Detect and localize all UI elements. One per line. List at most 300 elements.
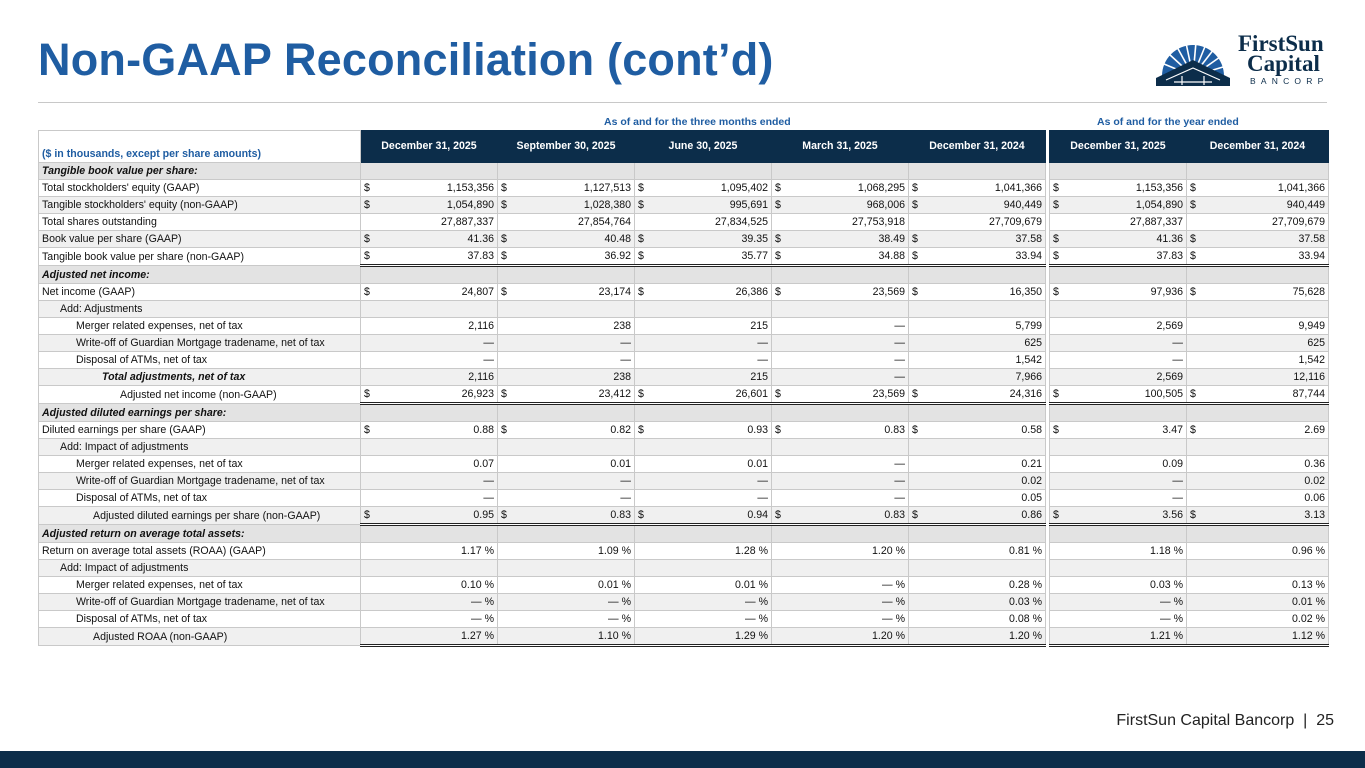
currency-symbol: $ [912,182,918,194]
title-divider [38,102,1327,103]
cell-value: 968,006 [866,199,905,211]
currency-symbol: $ [1190,424,1196,436]
table-row [39,248,1329,266]
value-cell [1187,507,1329,525]
currency-symbol: $ [501,233,507,245]
currency-symbol: $ [638,182,644,194]
row-label: Disposal of ATMs, net of tax [39,490,361,507]
cell-value: 2,116 [468,371,494,383]
cell-value: 1,095,402 [720,182,768,194]
value-cell [498,197,635,214]
table-row [39,369,1329,386]
logo-text-firstsun: FirstSun [1238,31,1324,56]
value-cell [1050,318,1187,335]
cell-value: 27,887,337 [440,216,494,228]
row-label: Adjusted net income: [39,266,361,284]
year-period-header: As of and for the year ended [1097,116,1239,128]
currency-symbol: $ [1053,509,1059,521]
cell-value: 0.28 % [1009,579,1042,591]
cell-value: 3.13 [1304,509,1325,521]
value-cell [361,163,498,180]
value-cell [361,422,498,439]
row-label: Disposal of ATMs, net of tax [39,611,361,628]
row-label: Tangible book value per share (non-GAAP) [39,248,361,266]
value-cell [772,386,909,404]
cell-value: 0.06 [1304,492,1325,504]
value-cell [772,422,909,439]
cell-value: 0.10 % [461,579,494,591]
currency-symbol: $ [912,286,918,298]
value-cell [635,560,772,577]
value-cell [1050,335,1187,352]
column-header: June 30, 2025 [635,131,772,163]
value-cell [1050,507,1187,525]
page-title: Non-GAAP Reconciliation (cont’d) [38,34,774,85]
table-label-header: ($ in thousands, except per share amounts) [39,131,361,163]
currency-symbol: $ [364,233,370,245]
value-cell [772,404,909,422]
cell-value: 27,709,679 [988,216,1042,228]
value-cell [498,248,635,266]
value-cell [498,473,635,490]
cell-value: — [894,458,905,470]
row-label: Merger related expenses, net of tax [39,456,361,473]
currency-symbol: $ [1190,286,1196,298]
cell-value: 1,028,380 [583,199,631,211]
value-cell [361,490,498,507]
cell-value: 0.83 [884,424,905,436]
cell-value: 23,174 [598,286,631,298]
table-row [39,284,1329,301]
cell-value: — [757,337,768,349]
value-cell [1187,456,1329,473]
cell-value: 0.08 % [1009,613,1042,625]
value-cell [635,163,772,180]
cell-value: 39.35 [741,233,768,245]
cell-value: 2.69 [1304,424,1325,436]
value-cell [361,318,498,335]
cell-value: — [620,354,631,366]
value-cell [909,318,1046,335]
table-row [39,301,1329,318]
value-cell [772,335,909,352]
cell-value: — [894,492,905,504]
value-cell [635,335,772,352]
value-cell [635,422,772,439]
cell-value: — % [608,596,631,608]
cell-value: 27,753,918 [851,216,905,228]
value-cell [1050,386,1187,404]
cell-value: 1,153,356 [1135,182,1183,194]
table-body [39,163,1329,646]
cell-value: 1.12 % [1292,630,1325,642]
value-cell [498,369,635,386]
cell-value: 0.93 [747,424,768,436]
value-cell [1187,369,1329,386]
cell-value: 0.13 % [1292,579,1325,591]
page-number: 25 [1316,712,1334,729]
cell-value: 0.83 [884,509,905,521]
value-cell [772,490,909,507]
value-cell [498,577,635,594]
value-cell [361,266,498,284]
table-row [39,456,1329,473]
currency-symbol: $ [1190,199,1196,211]
currency-symbol: $ [775,509,781,521]
cell-value: — [483,492,494,504]
currency-symbol: $ [364,424,370,436]
cell-value: 0.88 [473,424,494,436]
value-cell [1187,266,1329,284]
value-cell [498,628,635,646]
value-cell [1050,180,1187,197]
value-cell [635,611,772,628]
value-cell [498,335,635,352]
currency-symbol: $ [364,250,370,262]
cell-value: — [1172,475,1183,487]
value-cell [498,163,635,180]
value-cell [909,266,1046,284]
table-row [39,594,1329,611]
cell-value: 0.09 [1162,458,1183,470]
cell-value: 0.01 [747,458,768,470]
value-cell [635,525,772,543]
cell-value: 1,542 [1298,354,1325,366]
currency-symbol: $ [912,233,918,245]
cell-value: 238 [613,320,631,332]
value-cell [1187,404,1329,422]
value-cell [635,594,772,611]
value-cell [635,628,772,646]
table-row [39,197,1329,214]
cell-value: 37.83 [467,250,494,262]
value-cell [498,301,635,318]
company-logo [1152,30,1334,92]
value-cell [909,284,1046,301]
value-cell [909,611,1046,628]
currency-symbol: $ [501,182,507,194]
currency-symbol: $ [775,182,781,194]
currency-symbol: $ [1053,388,1059,400]
value-cell [909,231,1046,248]
value-cell [498,214,635,231]
value-cell [772,560,909,577]
value-cell [361,352,498,369]
row-label: Tangible book value per share: [39,163,361,180]
cell-value: 0.21 [1021,458,1042,470]
cell-value: 1,153,356 [446,182,494,194]
cell-value: — [757,354,768,366]
currency-symbol: $ [638,286,644,298]
value-cell [772,163,909,180]
value-cell [1187,611,1329,628]
table-row [39,507,1329,525]
table-row [39,439,1329,456]
value-cell [498,386,635,404]
value-cell [772,214,909,231]
currency-symbol: $ [912,424,918,436]
cell-value: — % [745,613,768,625]
value-cell [772,611,909,628]
value-cell [1050,577,1187,594]
value-cell [1187,197,1329,214]
currency-symbol: $ [501,250,507,262]
cell-value: — [894,320,905,332]
table-row [39,422,1329,439]
currency-symbol: $ [912,509,918,521]
value-cell [635,577,772,594]
cell-value: 1,054,890 [1135,199,1183,211]
cell-value: — [1172,337,1183,349]
value-cell [1187,386,1329,404]
currency-symbol: $ [1190,509,1196,521]
currency-symbol: $ [638,199,644,211]
cell-value: 34.88 [878,250,905,262]
section-row [39,404,1329,422]
value-cell [361,560,498,577]
cell-value: — [620,337,631,349]
value-cell [361,525,498,543]
currency-symbol: $ [775,286,781,298]
cell-value: 23,569 [872,286,905,298]
value-cell [909,422,1046,439]
cell-value: 1.09 % [598,545,631,557]
value-cell [909,163,1046,180]
currency-symbol: $ [638,250,644,262]
row-label: Add: Impact of adjustments [39,439,361,456]
cell-value: 995,691 [729,199,768,211]
row-label: Write-off of Guardian Mortgage tradename, net of tax [39,594,361,611]
currency-symbol: $ [912,199,918,211]
cell-value: 1,068,295 [857,182,905,194]
footer-separator: | [1303,712,1308,729]
cell-value: 27,834,525 [714,216,768,228]
value-cell [498,231,635,248]
row-label: Disposal of ATMs, net of tax [39,352,361,369]
value-cell [1187,318,1329,335]
cell-value: — [1172,354,1183,366]
table-row [39,386,1329,404]
value-cell [635,214,772,231]
row-label: Tangible stockholders' equity (non-GAAP) [39,197,361,214]
cell-value: 1,127,513 [583,182,631,194]
table-row [39,180,1329,197]
cell-value: 26,923 [461,388,494,400]
currency-symbol: $ [1053,182,1059,194]
cell-value: 0.02 [1304,475,1325,487]
value-cell [1187,577,1329,594]
row-label: Adjusted diluted earnings per share (non-GAAP) [39,507,361,525]
cell-value: 1.21 % [1150,630,1183,642]
cell-value: 1.28 % [735,545,768,557]
cell-value: 12,116 [1293,371,1325,383]
cell-value: 0.07 [473,458,494,470]
value-cell [1050,490,1187,507]
cell-value: — [1172,492,1183,504]
table-row [39,543,1329,560]
cell-value: 1.18 % [1150,545,1183,557]
value-cell [909,456,1046,473]
cell-value: — [757,492,768,504]
value-cell [635,231,772,248]
cell-value: 24,316 [1009,388,1042,400]
value-cell [1050,352,1187,369]
table-row [39,335,1329,352]
row-label: Adjusted diluted earnings per share: [39,404,361,422]
value-cell [909,386,1046,404]
value-cell [361,248,498,266]
cell-value: 97,936 [1150,286,1183,298]
cell-value: 27,887,337 [1129,216,1183,228]
value-cell [361,284,498,301]
section-row [39,525,1329,543]
cell-value: 625 [1024,337,1042,349]
table-row [39,577,1329,594]
currency-symbol: $ [364,199,370,211]
value-cell [635,266,772,284]
value-cell [909,577,1046,594]
value-cell [361,335,498,352]
value-cell [772,439,909,456]
value-cell [909,525,1046,543]
value-cell [1050,439,1187,456]
value-cell [1187,525,1329,543]
value-cell [772,507,909,525]
value-cell [1187,335,1329,352]
cell-value: 0.36 [1304,458,1325,470]
value-cell [772,231,909,248]
currency-symbol: $ [1053,286,1059,298]
value-cell [909,490,1046,507]
value-cell [909,543,1046,560]
currency-symbol: $ [1053,250,1059,262]
currency-symbol: $ [501,509,507,521]
cell-value: 23,569 [872,388,905,400]
column-header: December 31, 2025 [1050,131,1187,163]
value-cell [635,386,772,404]
cell-value: 0.95 [473,509,494,521]
value-cell [772,543,909,560]
row-label: Return on average total assets (ROAA) (GAAP) [39,543,361,560]
cell-value: 1.10 % [598,630,631,642]
value-cell [909,507,1046,525]
cell-value: — [894,371,905,383]
cell-value: 27,709,679 [1271,216,1325,228]
cell-value: — % [471,613,494,625]
value-cell [1050,197,1187,214]
value-cell [361,439,498,456]
value-cell [909,439,1046,456]
cell-value: 2,569 [1156,320,1183,332]
value-cell [498,266,635,284]
currency-symbol: $ [1053,233,1059,245]
value-cell [361,369,498,386]
value-cell [635,473,772,490]
value-cell [1050,163,1187,180]
cell-value: 0.58 [1021,424,1042,436]
value-cell [498,284,635,301]
value-cell [635,301,772,318]
row-label: Total shares outstanding [39,214,361,231]
value-cell [1187,301,1329,318]
value-cell [498,525,635,543]
value-cell [1050,284,1187,301]
value-cell [1187,594,1329,611]
value-cell [1187,473,1329,490]
value-cell [772,266,909,284]
currency-symbol: $ [1053,424,1059,436]
value-cell [498,507,635,525]
reconciliation-table [38,130,1329,647]
footer-company: FirstSun Capital Bancorp [1116,712,1295,729]
value-cell [1187,422,1329,439]
cell-value: 1,542 [1015,354,1042,366]
table-row [39,318,1329,335]
value-cell [772,525,909,543]
value-cell [1050,214,1187,231]
currency-symbol: $ [501,286,507,298]
cell-value: 0.83 [610,509,631,521]
value-cell [1050,560,1187,577]
value-cell [635,352,772,369]
cell-value: 0.01 % [598,579,631,591]
cell-value: 215 [750,371,768,383]
cell-value: 2,569 [1156,371,1183,383]
table-row [39,214,1329,231]
cell-value: 36.92 [604,250,631,262]
currency-symbol: $ [364,286,370,298]
value-cell [361,386,498,404]
value-cell [498,543,635,560]
cell-value: 625 [1307,337,1325,349]
value-cell [498,404,635,422]
currency-symbol: $ [638,233,644,245]
value-cell [498,422,635,439]
value-cell [361,197,498,214]
value-cell [361,577,498,594]
row-label: Add: Adjustments [39,301,361,318]
row-label: Book value per share (GAAP) [39,231,361,248]
value-cell [498,560,635,577]
value-cell [1050,369,1187,386]
cell-value: 41.36 [1156,233,1183,245]
cell-value: 1.20 % [872,545,905,557]
value-cell [1050,266,1187,284]
cell-value: 24,807 [461,286,494,298]
value-cell [635,543,772,560]
value-cell [361,404,498,422]
currency-symbol: $ [1190,182,1196,194]
value-cell [635,318,772,335]
value-cell [361,180,498,197]
logo-text-capital: Capital [1247,51,1320,76]
cell-value: 1.20 % [1009,630,1042,642]
value-cell [1050,231,1187,248]
value-cell [1050,525,1187,543]
value-cell [498,318,635,335]
value-cell [909,248,1046,266]
row-label: Diluted earnings per share (GAAP) [39,422,361,439]
cell-value: 0.01 % [735,579,768,591]
cell-value: 0.03 % [1150,579,1183,591]
currency-symbol: $ [501,388,507,400]
value-cell [635,369,772,386]
value-cell [909,335,1046,352]
section-row [39,266,1329,284]
table-row [39,611,1329,628]
cell-value: — % [608,613,631,625]
value-cell [909,369,1046,386]
